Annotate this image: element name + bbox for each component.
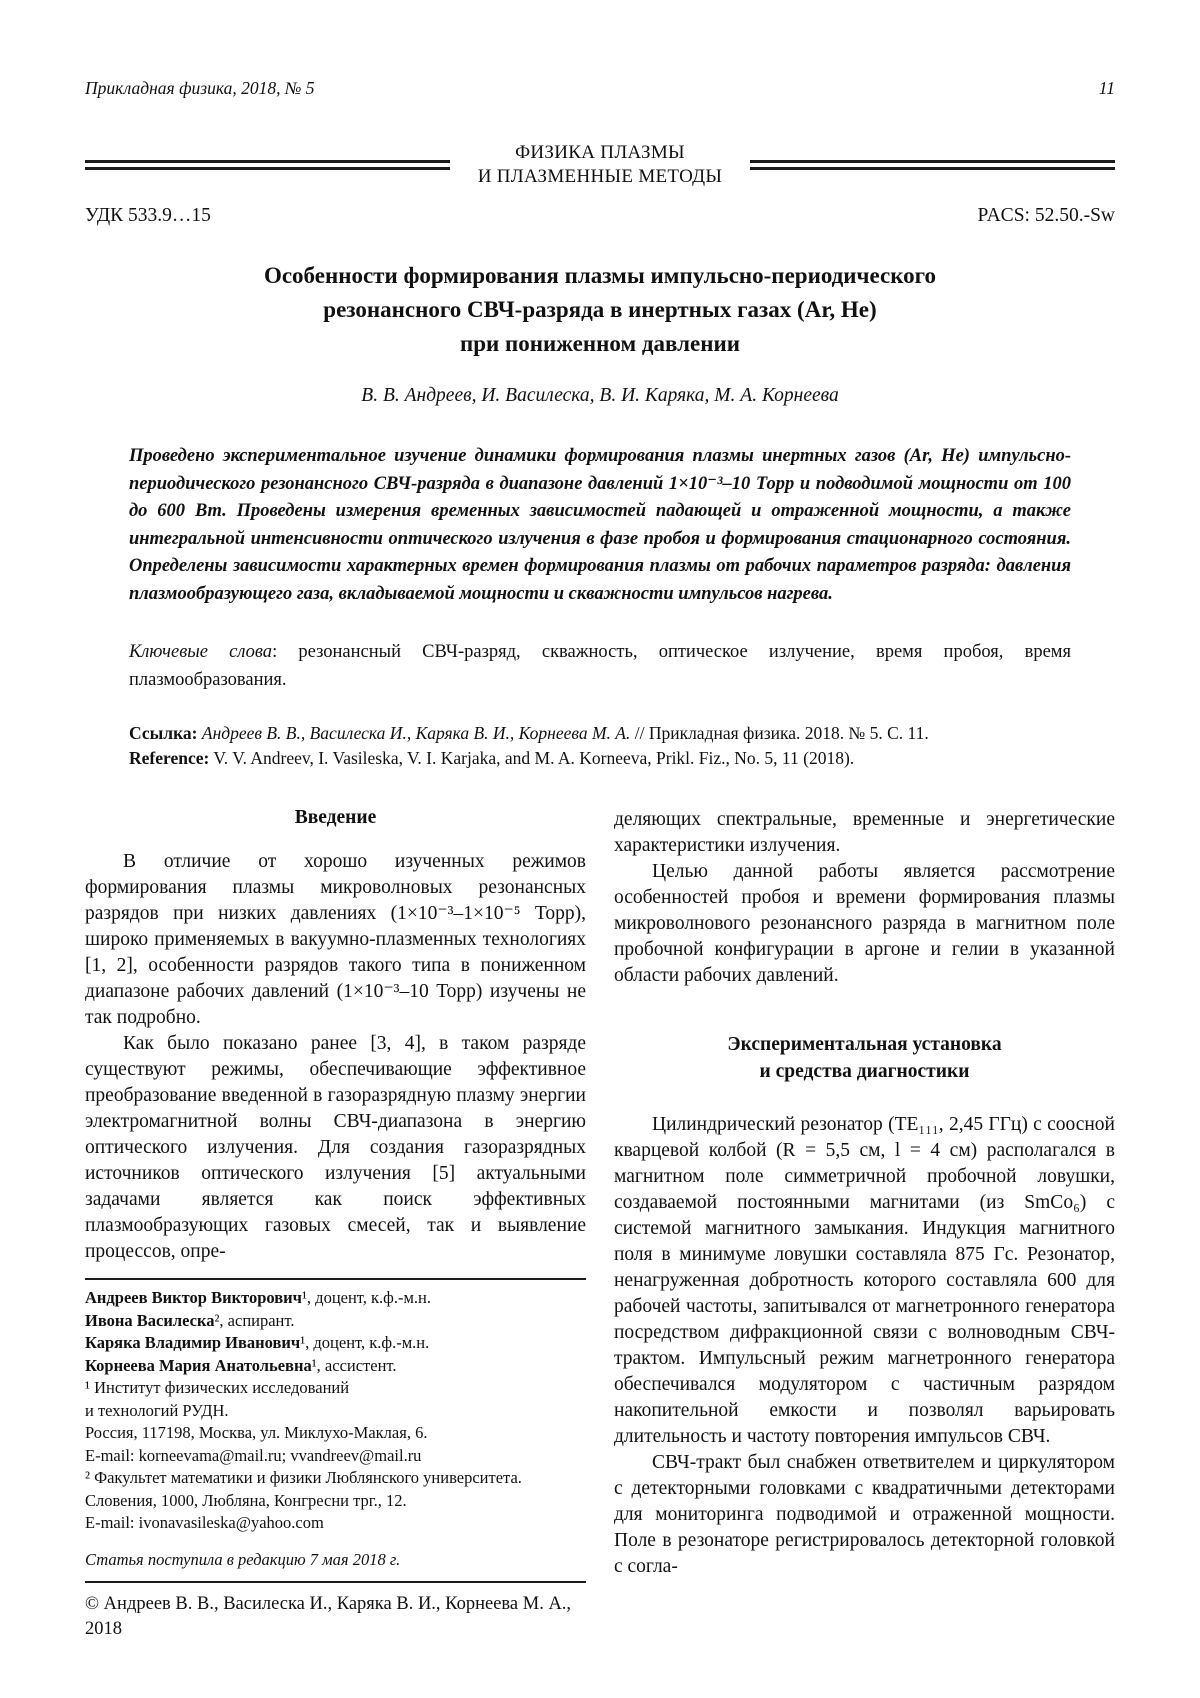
footnote-author	[85, 1287, 586, 1310]
pacs-code: PACS: 52.50.-Sw	[977, 205, 1115, 226]
section-banner-line2: И ПЛАЗМЕННЫЕ МЕТОДЫ	[477, 166, 723, 187]
intro-paragraph-2: Как было показано ранее [3, 4], в таком разряде существуют режимы, обеспечивающие эффективное преобразование введенной в газоразрядную плазму энергии электромагнитной волны СВЧ-диапазона в энергию оптического излучения. Для создания газоразрядных источников оптического излучения [5] актуальными задачами является как поиск эффективных плазмообразующих газовых смесей, так и выявление процессов, опре-	[85, 1033, 586, 1262]
right-column	[614, 801, 1115, 1642]
footnote-author-role: ¹, доцент, к.ф.-м.н.	[300, 1333, 430, 1352]
abstract-text: Проведено экспериментальное изучение динамики формирования плазмы инертных газов (Ar, He) импульсно-периодического резонансного СВЧ-разряда в диапазоне давлений 1×10⁻³–10 Торр и подводимой мощности от 100 до 600 Вт. Проведены измерения временных зависимостей падающей и отраженной мощности, а также интегральной интенсивности оптического излучения в фазе пробоя и формирования стационарного состояния. Определены зависимости характерных времен формирования плазмы от рабочих параметров разряда: давления плазмообразующего газа, вкладываемой мощности и скважности импульсов нагрева.	[129, 446, 1071, 604]
citation-ru-authors: Андреев В. В., Василеска И., Каряка В. И., Корнеева М. А.	[197, 723, 635, 743]
page-number: 11	[1098, 78, 1115, 98]
copyright-separator	[85, 1581, 586, 1583]
intro-paragraph-1: В отличие от хорошо изученных режимов формирования плазмы микроволновых резонансных разрядов при низких давлениях (1×10⁻³–1×10⁻⁵ Торр), широко применяемых в вакуумно-плазменных технологиях [1, 2], особенности разрядов такого типа в пониженном диапазоне рабочих давлений (1×10⁻³–10 Торр) изучены не так подробно.	[85, 851, 586, 1028]
article-title	[85, 259, 1115, 361]
section-banner	[85, 141, 1115, 189]
continuation-paragraph: деляющих спектральные, временные и энергетические характеристики излучения.	[614, 809, 1115, 856]
citation-ru-rest: // Прикладная физика. 2018. № 5. С. 11.	[634, 723, 929, 743]
footnote-author	[85, 1332, 586, 1355]
received-date: Статья поступила в редакцию 7 мая 2018 г.	[85, 1549, 401, 1569]
footnote-author-name: Корнеева Мария Анатольевна	[85, 1355, 312, 1375]
udk-code: УДК 533.9…15	[85, 205, 211, 226]
running-head	[85, 78, 1115, 99]
citation-en-text: V. V. Andreev, I. Vasileska, V. I. Karjaka, and M. A. Korneeva, Prikl. Fiz., No. 5, 11 (2018).	[209, 748, 855, 768]
citation-en	[129, 746, 1071, 771]
footnote-author-name: Андреев Виктор Викторович	[85, 1288, 302, 1307]
affiliation-line: и технологий РУДН.	[85, 1400, 229, 1420]
banner-rule-right	[750, 160, 1115, 170]
left-column	[85, 801, 586, 1642]
keywords-label: Ключевые слова	[129, 642, 273, 662]
section-banner-text	[450, 141, 751, 189]
keywords-text: : резонансный СВЧ-разряд, скважность, оптическое излучение, время пробоя, время плазмообразования.	[129, 642, 1071, 690]
section-banner-line1: ФИЗИКА ПЛАЗМЫ	[515, 142, 685, 163]
footnote-author-role: ¹, доцент, к.ф.-м.н.	[301, 1288, 432, 1307]
keywords-block	[129, 639, 1071, 694]
footnote-author-name: Ивона Василеска	[85, 1310, 215, 1330]
affiliation-line: ² Факультет математики и физики Люблянского университета.	[85, 1468, 522, 1487]
journal-header: Прикладная физика, 2018, № 5	[85, 78, 315, 98]
citation-en-label: Reference:	[129, 748, 210, 768]
article-title-line1: Особенности формирования плазмы импульсно-периодического	[263, 263, 937, 288]
citation-ru-label: Ссылка:	[129, 723, 198, 743]
footnote-author	[85, 1355, 586, 1378]
setup-paragraph-2: СВЧ-тракт был снабжен ответвителем и циркулятором с детекторными головками с квадратичными детекторами для мониторинга подводимой и отраженной мощности. Поле в резонаторе регистрировалось детекторной головкой с согла-	[614, 1452, 1115, 1577]
footnote-author-role: ², аспирант.	[214, 1310, 295, 1330]
article-title-line2: резонансного СВЧ-разряда в инертных газах (Ar, He)	[323, 297, 877, 322]
setup-paragraph-1: Цилиндрический резонатор (TE₁₁₁, 2,45 ГГц) с соосной кварцевой колбой (R = 5,5 см, l = 4 см) располагался в магнитном поле симметричной пробочной ловушки, создаваемой постоянными магнитами (из SmCo₆) с системой магнитного замыкания. Индукция магнитного поля в минимуме ловушки составляла 875 Гс. Резонатор, ненагруженная добротность которого составляла 600 для рабочей частоты, запитывался от магнетронного генератора посредством дифракционной связи с волноводным СВЧ-трактом. Импульсный режим магнетронного генератора обеспечивался модулятором с частичным разрядом накопительной емкости и позволял варьировать длительность и частоту повторения импульсов СВЧ.	[614, 1114, 1115, 1447]
banner-rule-left	[85, 160, 450, 170]
two-column-body	[85, 801, 1115, 1642]
goal-paragraph: Целью данной работы является рассмотрение особенностей пробоя и времени формирования плазмы микроволнового резонансного разряда в магнитном поле пробочной конфигурации в аргоне и гелии в указанной области рабочих давлений.	[614, 861, 1115, 986]
authors-line: В. В. Андреев, И. Василеска, В. И. Каряка, М. А. Корнеева	[361, 385, 839, 406]
affiliation-line: Словения, 1000, Любляна, Конгресни трг., 12.	[85, 1490, 407, 1510]
codes-row	[85, 205, 1115, 227]
copyright-line: © Андреев В. В., Василеска И., Каряка В. И., Корнеева М. А., 2018	[85, 1593, 572, 1639]
citation-ru	[129, 721, 1071, 746]
footnote-author-name: Каряка Владимир Иванович	[85, 1333, 301, 1352]
citation-block	[129, 721, 1071, 771]
footnote-author-role: ¹, ассистент.	[311, 1355, 397, 1375]
affiliation-line: Россия, 117198, Москва, ул. Миклухо-Маклая, 6.	[85, 1423, 428, 1442]
intro-heading: Введение	[294, 807, 377, 828]
setup-heading-line2: и средства диагностики	[759, 1061, 970, 1082]
article-title-line3: при пониженном давлении	[460, 331, 740, 356]
setup-heading-line1: Экспериментальная установка	[727, 1034, 1002, 1055]
footnote-author	[85, 1310, 586, 1333]
affiliation-line: ¹ Институт физических исследований	[85, 1378, 350, 1397]
author-footnote	[85, 1278, 586, 1535]
affiliation-email: E-mail: ivonavasileska@yahoo.com	[85, 1513, 324, 1532]
affiliation-email: E-mail: korneevama@mail.ru; vvandreev@mail.ru	[85, 1445, 422, 1465]
setup-heading	[614, 1031, 1115, 1085]
